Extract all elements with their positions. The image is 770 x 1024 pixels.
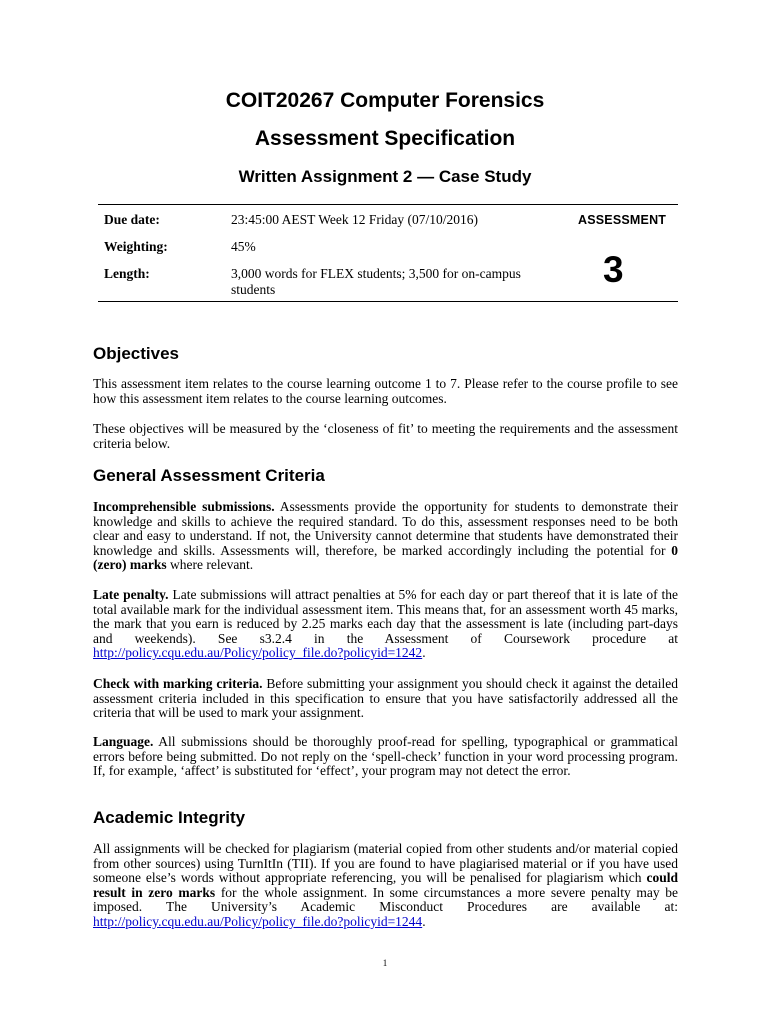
course-title: COIT20267 Computer Forensics: [225, 89, 545, 112]
incomprehensible-paragraph: [93, 500, 678, 573]
length-label: Length:: [104, 266, 150, 281]
assessment-number: 3: [603, 249, 624, 290]
weighting-value: 45%: [231, 239, 256, 254]
page-number: 1: [382, 958, 388, 968]
integrity-end: .: [422, 913, 426, 929]
document-subtitle: Written Assignment 2 — Case Study: [238, 167, 532, 186]
document-title: Assessment Specification: [254, 127, 516, 150]
incomprehensible-text: Assessments provide the opportunity for students to demonstrate their knowledge and skills to achieve the required standard. To do this, assessment responses need to be both clear and easy to understand. If not, the University cannot determine that students have demonstrated their knowledge and skills. Assessments will, therefore, be marked accordingly including the potential for: [93, 499, 679, 558]
length-value: 3,000 words for FLEX students; 3,500 for on-campus students: [231, 266, 521, 297]
weighting-label: Weighting:: [104, 239, 168, 254]
objectives-paragraph-1: This assessment item relates to the course learning outcome 1 to 7. Please refer to the course profile to see how this assessment item relates to the course learning outcomes.: [93, 376, 678, 406]
marking-criteria-paragraph: [93, 677, 678, 721]
incomprehensible-lead: Incomprehensible submissions.: [93, 499, 275, 514]
integrity-paragraph: [93, 842, 678, 930]
zero-marks-emphasis: 0 (zero) marks: [93, 542, 678, 573]
assessment-label: ASSESSMENT: [578, 213, 667, 227]
late-penalty-text: Late submissions will attract penalties at 5% for each day or part thereof that it is late of the total available mark for the individual assessment item. This means that, for an assessment worth 45 marks, the mark that you earn is reduced by 2.25 marks each day that the assessment is late (including part-days and weekends). See s3.2.4 in the Assessment of Coursework procedure at: [93, 587, 678, 646]
objectives-paragraph-2: These objectives will be measured by the ‘closeness of fit’ to meeting the requirements and the assessment criteria below.: [93, 421, 678, 451]
integrity-text-1: All assignments will be checked for plagiarism (material copied from other students and/or material copied from other sources) using TurnItIn (TII). If you are found to have plagiarised material or if you have used someone else’s words without appropriate referencing, you will be penalised for plagiarism which: [93, 841, 678, 886]
objectives-heading: Objectives: [93, 344, 179, 363]
criteria-heading: General Assessment Criteria: [93, 466, 325, 485]
top-rule: [98, 204, 678, 205]
due-date-label: Due date:: [104, 212, 160, 227]
language-paragraph: [93, 735, 678, 779]
marking-criteria-lead: Check with marking criteria.: [93, 676, 263, 691]
late-penalty-paragraph: [93, 588, 678, 661]
integrity-heading: Academic Integrity: [93, 808, 246, 827]
integrity-text-2: for the whole assignment. In some circumstances a more severe penalty may be imposed. The University’s Academic Misconduct Procedures are available at:: [93, 884, 678, 915]
incomprehensible-end: where relevant.: [166, 557, 254, 573]
misconduct-policy-link[interactable]: http://policy.cqu.edu.au/Policy/policy_file.do?policyid=1244: [93, 913, 423, 929]
late-penalty-end: .: [422, 645, 426, 661]
due-date-value: 23:45:00 AEST Week 12 Friday (07/10/2016): [231, 212, 479, 227]
marking-criteria-text: Before submitting your assignment you should check it against the detailed assessment criteria included in this specification to ensure that you have satisfactorily addressed all the criteria that will be used to mark your assignment.: [93, 676, 678, 721]
zero-marks-warning: could result in zero marks: [93, 870, 678, 900]
bottom-rule: [98, 301, 678, 302]
language-text: All submissions should be thoroughly proof-read for spelling, typographical or grammatical errors before being submitted. Do not reply on the ‘spell-check’ function in your word processing program. If, for example, ‘affect’ is substituted for ‘effect’, your program may not detect the error.: [93, 734, 678, 779]
late-penalty-lead: Late penalty.: [93, 587, 169, 602]
language-lead: Language.: [93, 734, 154, 749]
coursework-policy-link[interactable]: http://policy.cqu.edu.au/Policy/policy_file.do?policyid=1242: [93, 645, 423, 661]
